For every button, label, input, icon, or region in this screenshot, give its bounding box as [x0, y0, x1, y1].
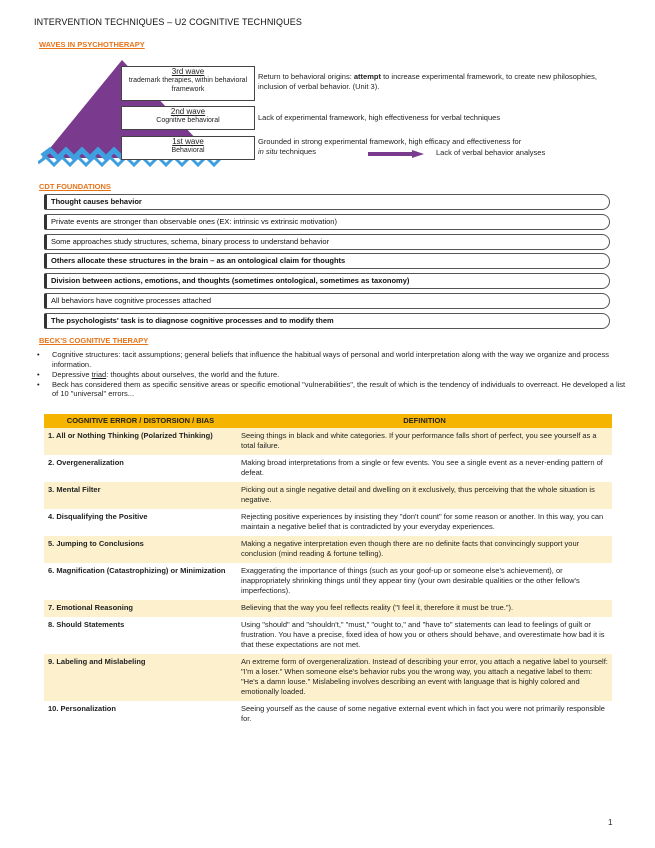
definition-cell: An extreme form of overgeneralization. Instead of describing your error, you attach a negative label to yourself: "I'm a loser." When someone else's behavior rubs you the wrong way, you attach a negative label to them: "He's a damn louse." Mislabeling involves describing an event with language that is highly colored and emotionally loaded. — [237, 654, 612, 701]
table-header-row — [44, 414, 612, 428]
page-number: 1 — [608, 818, 613, 827]
table-row — [44, 536, 612, 563]
bullet-item — [36, 380, 626, 399]
wave-name: 2nd wave — [170, 107, 206, 116]
bullet-text: Cognitive structures: tacit assumptions; general beliefs that influence the habitual ways of personal and world interpretation along with the way we organize and process information. — [52, 350, 609, 369]
table-row — [44, 509, 612, 536]
foundations-list — [44, 194, 610, 333]
wave-description-3rd — [258, 72, 618, 92]
error-cell: 4. Disqualifying the Positive — [44, 509, 237, 536]
foundation-item: Private events are stronger than observable ones (EX: intrinsic vs extrinsic motivation) — [44, 214, 610, 230]
beck-heading: BECK'S COGNITIVE THERAPY — [39, 336, 149, 345]
bullet-text: Depressive — [52, 369, 92, 379]
desc-text: Grounded in strong experimental framework, high efficacy and effectiveness for — [258, 137, 522, 146]
foundation-item: The psychologists' task is to diagnose cognitive processes and to modify them — [44, 313, 610, 329]
table-row — [44, 563, 612, 600]
table-row — [44, 482, 612, 509]
definition-cell: Believing that the way you feel reflects reality ("I feel it, therefore it must be true."). — [237, 600, 612, 617]
bullet-text: Beck has considered them as specific sensitive areas or specific emotional "vulnerabilities", the result of which is the tendency of individuals to overreact. He developed a list of 10 "universal" errors... — [52, 379, 626, 398]
wave-description-2nd: Lack of experimental framework, high effectiveness for verbal techniques — [258, 113, 501, 122]
foundations-heading: CDT FOUNDATIONS — [39, 182, 111, 191]
desc-italic: in situ — [258, 147, 278, 156]
foundation-item: Some approaches study structures, schema, binary process to understand behavior — [44, 234, 610, 250]
desc-text: techniques — [277, 147, 316, 156]
definition-cell: Rejecting positive experiences by insisting they "don't count" for some reason or another. In this way, you can maintain a negative belief that is contradicted by your everyday experiences. — [237, 509, 612, 536]
bullet-item — [36, 370, 626, 380]
table-row — [44, 455, 612, 482]
error-cell: 5. Jumping to Conclusions — [44, 536, 237, 563]
beck-bullets — [36, 350, 626, 399]
arrow-right-icon — [368, 150, 424, 158]
table-row — [44, 654, 612, 701]
bullet-text: : thoughts about ourselves, the world and the future. — [106, 369, 280, 379]
error-cell: 8. Should Statements — [44, 617, 237, 654]
error-cell: 6. Magnification (Catastrophizing) or Minimization — [44, 563, 237, 600]
definition-cell: Making a negative interpretation even though there are no definite facts that convincingly support your conclusion (mind reading & fortune telling). — [237, 536, 612, 563]
error-cell: 9. Labeling and Mislabeling — [44, 654, 237, 701]
definition-cell: Seeing things in black and white categories. If your performance falls short of perfect, you see yourself as a total failure. — [237, 428, 612, 455]
waves-heading: WAVES IN PSYCHOTHERAPY — [39, 40, 145, 49]
wave-box-3rd — [121, 66, 255, 101]
desc-text: Return to behavioral origins: — [258, 72, 354, 81]
desc-bold: attempt — [353, 72, 381, 81]
desc-text: to increase experimental framework, to create new philosophies, inclusion of verbal behavior. (Unit 3). — [258, 72, 597, 91]
document-title: INTERVENTION TECHNIQUES – U2 COGNITIVE TECHNIQUES — [34, 17, 302, 27]
error-cell: 2. Overgeneralization — [44, 455, 237, 482]
foundation-item: Others allocate these structures in the brain – as an ontological claim for thoughts — [44, 253, 610, 269]
error-cell: 10. Personalization — [44, 701, 237, 728]
error-cell: 7. Emotional Reasoning — [44, 600, 237, 617]
definition-cell: Picking out a single negative detail and dwelling on it exclusively, thus perceiving that the whole situation is negative. — [237, 482, 612, 509]
bullet-underlined: triad — [91, 369, 107, 379]
distortions-table — [44, 414, 612, 728]
definition-cell: Making broad interpretations from a single or few events. You see a single event as a never-ending pattern of defeat. — [237, 455, 612, 482]
definition-cell: Exaggerating the importance of things (such as your goof-up or someone else's achievement), or inappropriately shrinking things until they appear tiny (your own desirable qualities or the other fellow's imperfections). — [237, 563, 612, 600]
foundation-item: All behaviors have cognitive processes attached — [44, 293, 610, 309]
wave-subtitle: trademark therapies, within behavioral framework — [128, 77, 248, 93]
table-row — [44, 428, 612, 455]
wave-subtitle: Cognitive behavioral — [156, 117, 220, 124]
column-header-error: COGNITIVE ERROR / DISTORSION / BIAS — [44, 414, 237, 428]
table-row — [44, 617, 612, 654]
definition-cell: Using "should" and "shouldn't," "must," "ought to," and "have to" statements can lead to feelings of guilt or frustration. You have a precise, fixed idea of how you or others should behave, and overestimate how bad it is that these expectations are not met. — [237, 617, 612, 654]
table-row — [44, 701, 612, 728]
wave-subtitle: Behavioral — [171, 147, 205, 154]
error-cell: 1. All or Nothing Thinking (Polarized Thinking) — [44, 428, 237, 455]
table-row — [44, 600, 612, 617]
error-cell: 3. Mental Filter — [44, 482, 237, 509]
foundation-item: Thought causes behavior — [44, 194, 610, 210]
bullet-item — [36, 350, 626, 369]
wave-name: 1st wave — [172, 137, 204, 146]
column-header-definition: DEFINITION — [237, 414, 612, 428]
definition-cell: Seeing yourself as the cause of some negative external event which in fact you were not primarily responsible for. — [237, 701, 612, 728]
wave-name: 3rd wave — [171, 67, 205, 76]
wave-box-2nd — [121, 106, 255, 130]
first-wave-lack: Lack of verbal behavior analyses — [436, 148, 546, 157]
wave-box-1st — [121, 136, 255, 160]
foundation-item: Division between actions, emotions, and thoughts (sometimes ontological, sometimes as taxonomy) — [44, 273, 610, 289]
